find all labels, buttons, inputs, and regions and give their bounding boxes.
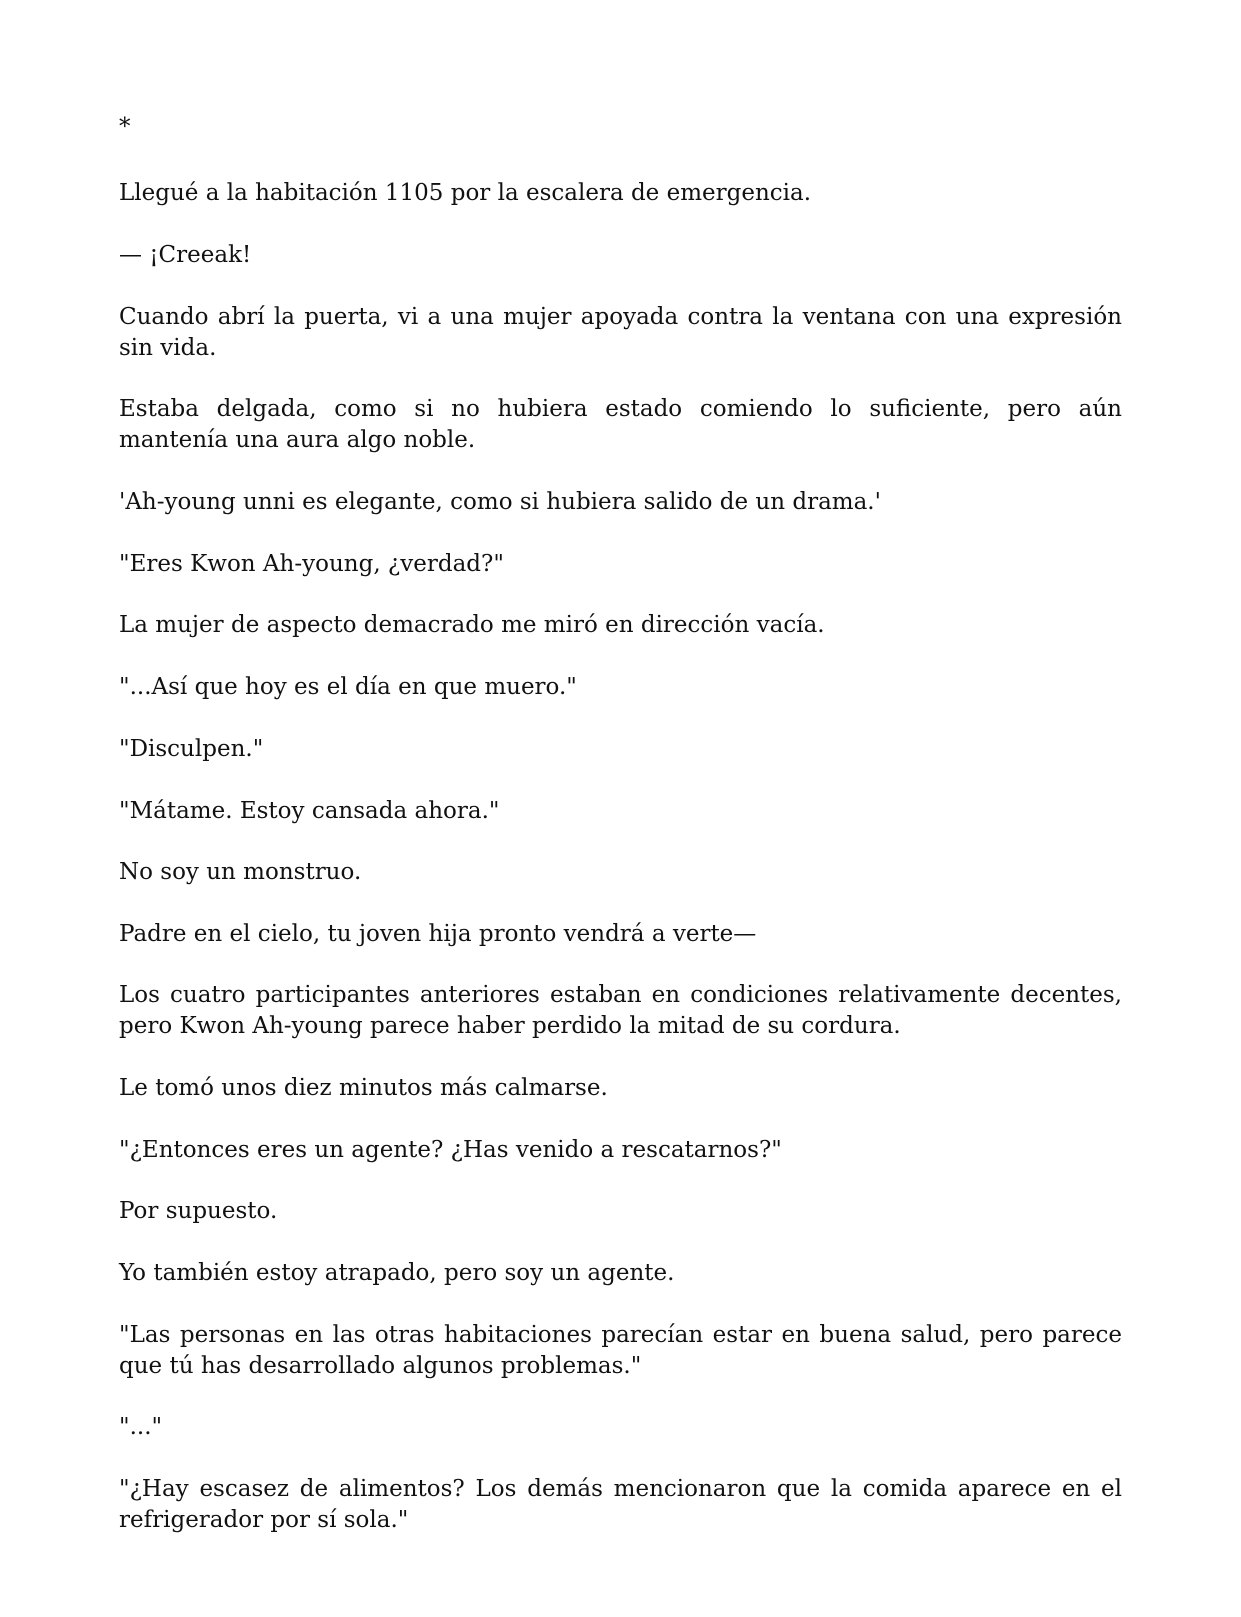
- scene-break-asterisk: *: [119, 114, 131, 140]
- paragraph: "Eres Kwon Ah-young, ¿verdad?": [119, 551, 504, 577]
- paragraph: No soy un monstruo.: [119, 859, 362, 885]
- paragraph: Cuando abrí la puerta, vi a una mujer apoyada contra la ventana con una expresión sin vida.: [119, 304, 1122, 361]
- paragraph: Padre en el cielo, tu joven hija pronto vendrá a verte—: [119, 921, 757, 947]
- paragraph: "...": [119, 1414, 163, 1440]
- paragraph: Llegué a la habitación 1105 por la escalera de emergencia.: [119, 180, 812, 206]
- paragraph: — ¡Creeak!: [119, 242, 252, 268]
- paragraph: Le tomó unos diez minutos más calmarse.: [119, 1075, 608, 1101]
- paragraph: Yo también estoy atrapado, pero soy un agente.: [119, 1260, 675, 1286]
- paragraph: "Las personas en las otras habitaciones parecían estar en buena salud, pero parece que tú has desarrollado algunos problemas.": [119, 1322, 1122, 1379]
- paragraph: La mujer de aspecto demacrado me miró en dirección vacía.: [119, 612, 825, 638]
- paragraph: Por supuesto.: [119, 1198, 278, 1224]
- paragraph: "...Así que hoy es el día en que muero.": [119, 674, 577, 700]
- paragraph: "¿Hay escasez de alimentos? Los demás mencionaron que la comida aparece en el refrigerador por sí sola.": [119, 1476, 1122, 1533]
- paragraph: "¿Entonces eres un agente? ¿Has venido a rescatarnos?": [119, 1137, 782, 1163]
- paragraph: "Disculpen.": [119, 736, 264, 762]
- paragraph: Los cuatro participantes anteriores estaban en condiciones relativamente decentes, pero Kwon Ah-young parece haber perdido la mitad de su cordura.: [119, 982, 1122, 1039]
- paragraph: Estaba delgada, como si no hubiera estado comiendo lo suficiente, pero aún mantenía una aura algo noble.: [119, 396, 1122, 453]
- paragraph: "Mátame. Estoy cansada ahora.": [119, 798, 500, 824]
- paragraph: 'Ah-young unni es elegante, como si hubiera salido de un drama.': [119, 489, 881, 515]
